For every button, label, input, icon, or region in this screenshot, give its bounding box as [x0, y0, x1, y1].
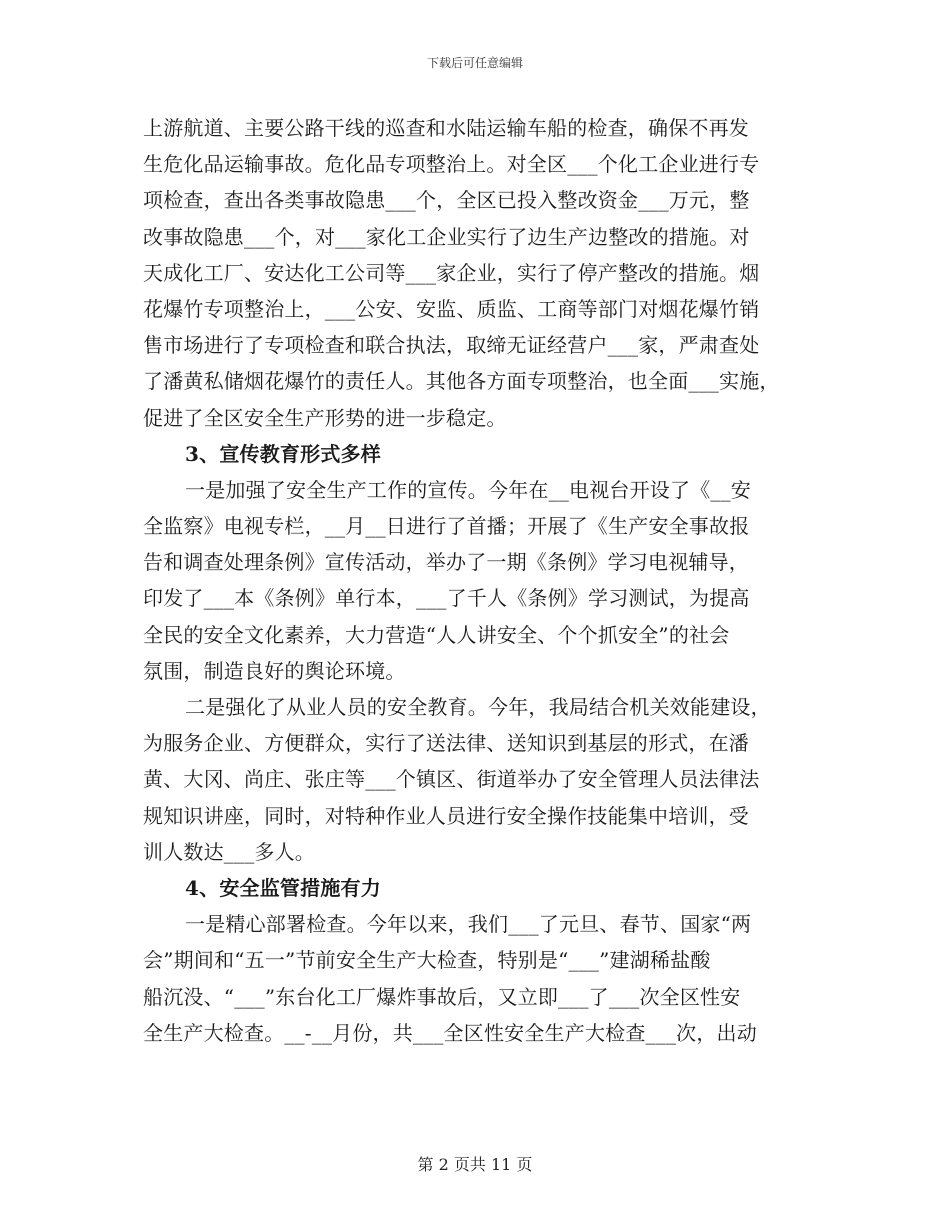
body-line: 上游航道、主要公路干线的巡查和水陆运输车船的检查，确保不再发	[143, 116, 749, 140]
body-line: 项检查，查出各类事故隐患___个，全区已投入整改资金___万元，整	[143, 188, 750, 213]
body-line: 售市场进行了专项检查和联合执法，取缔无证经营户___家，严肃查处	[143, 333, 760, 358]
body-line: 为服务企业、方便群众，实行了送法律、送知识到基层的形式，在潘	[143, 731, 749, 756]
body-line: 全民的安全文化素养，大力营造“人人讲安全、个个抓安全”的社会	[143, 622, 730, 647]
body-line: 船沉没、“___”东台化工厂爆炸事故后，又立即___了___次全区性安	[143, 984, 741, 1009]
section-heading: 3、宣传教育形式多样	[185, 441, 381, 466]
body-line: 会”期间和“五一”节前安全生产大检查，特别是“___”建湖稀盐酸	[143, 948, 711, 973]
body-line: 促进了全区安全生产形势的进一步稳定。	[143, 405, 507, 430]
body-line: 二是强化了从业人员的安全教育。今年，我局结合机关效能建设，	[185, 695, 771, 719]
body-line: 天成化工厂、安达化工公司等___家企业，实行了停产整改的措施。烟	[143, 260, 760, 285]
body-line: 改事故隐患___个，对___家化工企业实行了边生产边整改的措施。对	[143, 224, 750, 249]
body-line: 了潘黄私储烟花爆竹的责任人。其他各方面专项整治，也全面___实施，	[143, 369, 780, 394]
section-heading: 4、安全监管措施有力	[185, 875, 381, 900]
body-line: 生危化品运输事故。危化品专项整治上。对全区___个化工企业进行专	[143, 152, 760, 177]
body-line: 全生产大检查。__-__月份，共___全区性安全生产大检查___次，出动	[143, 1020, 757, 1045]
body-line: 一是加强了安全生产工作的宣传。今年在__电视台开设了《__安	[185, 477, 751, 502]
body-line: 氛围，制造良好的舆论环境。	[143, 658, 406, 683]
body-line: 规知识讲座，同时，对特种作业人员进行安全操作技能集中培训，受	[143, 803, 749, 828]
body-line: 告和调查处理条例》宣传活动，举办了一期《条例》学习电视辅导，	[143, 550, 749, 575]
page-number-footer: 第 2 页共 11 页	[417, 1155, 533, 1174]
body-line: 全监察》电视专栏，__月__日进行了首播；开展了《生产安全事故报	[143, 514, 750, 539]
body-line: 花爆竹专项整治上，___公安、安监、质监、工商等部门对烟花爆竹销	[143, 296, 760, 321]
body-line: 一是精心部署检查。今年以来，我们___了元旦、春节、国家“两	[185, 912, 752, 937]
body-line: 印发了___本《条例》单行本，___了千人《条例》学习测试，为提高	[143, 586, 750, 611]
page-header: 下载后可任意编辑	[426, 56, 523, 70]
body-line: 训人数达___多人。	[143, 839, 315, 864]
body-line: 黄、大冈、尚庄、张庄等___个镇区、街道举办了安全管理人员法律法	[143, 767, 760, 792]
document-body	[143, 110, 823, 1051]
